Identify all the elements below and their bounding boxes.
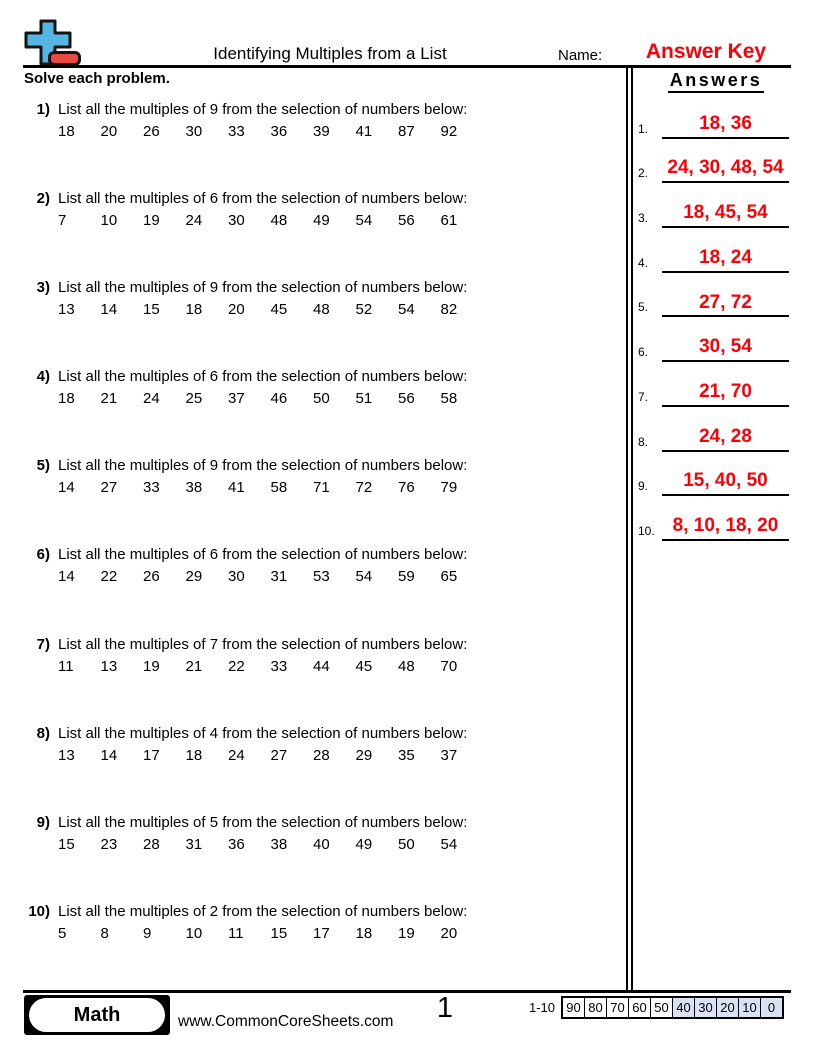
selection-number: 5 bbox=[58, 924, 67, 942]
selection-number: 38 bbox=[185, 479, 203, 497]
selection-number: 31 bbox=[270, 568, 288, 586]
selection-number: 7 bbox=[58, 212, 67, 230]
selection-number: 46 bbox=[270, 390, 288, 408]
selection-number: 29 bbox=[355, 746, 373, 764]
answer-value: 8, 10, 18, 20 bbox=[662, 516, 789, 541]
selection-number: 39 bbox=[313, 123, 330, 140]
selection-number: 36 bbox=[228, 835, 245, 853]
score-range-label: 1-10 bbox=[529, 1000, 556, 1015]
selection-number: 18 bbox=[58, 390, 75, 408]
problem-number: 3) bbox=[36, 279, 50, 297]
problem-item bbox=[22, 189, 622, 278]
selection-number: 20 bbox=[100, 123, 118, 140]
selection-number: 18 bbox=[185, 746, 203, 764]
answer-number: 5. bbox=[638, 300, 649, 315]
number-selection-row bbox=[58, 836, 622, 853]
selection-number: 30 bbox=[228, 212, 245, 230]
selection-number: 21 bbox=[100, 390, 118, 408]
score-cell: 30 bbox=[695, 998, 717, 1017]
answer-item bbox=[634, 317, 796, 362]
selection-number: 31 bbox=[185, 835, 203, 853]
selection-number: 54 bbox=[440, 835, 458, 853]
selection-number: 48 bbox=[313, 301, 330, 319]
selection-number: 29 bbox=[185, 568, 203, 586]
selection-number: 24 bbox=[185, 212, 203, 230]
answer-value: 18, 36 bbox=[662, 114, 789, 139]
answer-value: 24, 30, 48, 54 bbox=[662, 158, 789, 183]
number-selection-row bbox=[58, 301, 622, 318]
selection-number: 17 bbox=[313, 924, 330, 942]
problem-prompt: List all the multiples of 2 from the selection of numbers below: bbox=[58, 902, 468, 920]
selection-number: 19 bbox=[398, 924, 415, 942]
selection-number: 28 bbox=[313, 746, 330, 764]
selection-number: 10 bbox=[185, 924, 203, 942]
selection-number: 15 bbox=[143, 301, 160, 319]
number-selection-row bbox=[58, 479, 622, 496]
number-selection-row bbox=[58, 568, 622, 585]
selection-number: 25 bbox=[185, 390, 203, 408]
score-cell: 0 bbox=[761, 998, 782, 1017]
selection-number: 87 bbox=[398, 123, 415, 140]
selection-number: 14 bbox=[58, 568, 75, 586]
selection-number: 82 bbox=[440, 301, 458, 319]
selection-number: 17 bbox=[143, 746, 160, 764]
problem-number: 9) bbox=[36, 813, 50, 831]
problem-item bbox=[22, 724, 622, 813]
selection-number: 54 bbox=[398, 301, 415, 319]
number-selection-row bbox=[58, 390, 622, 407]
answer-item bbox=[634, 94, 796, 139]
problem-prompt: List all the multiples of 9 from the selection of numbers below: bbox=[58, 279, 468, 297]
selection-number: 18 bbox=[355, 924, 373, 942]
selection-number: 54 bbox=[355, 212, 373, 230]
selection-number: 24 bbox=[228, 746, 245, 764]
answer-item bbox=[634, 228, 796, 273]
selection-number: 51 bbox=[355, 390, 373, 408]
problem-prompt: List all the multiples of 7 from the selection of numbers below: bbox=[58, 635, 468, 653]
instructions: Solve each problem. bbox=[24, 70, 170, 87]
plus-minus-icon bbox=[22, 18, 82, 68]
answer-number: 2. bbox=[638, 166, 649, 181]
answers-column-divider bbox=[626, 67, 633, 990]
selection-number: 20 bbox=[440, 924, 458, 942]
selection-number: 48 bbox=[270, 212, 288, 230]
selection-number: 15 bbox=[58, 835, 75, 853]
selection-number: 13 bbox=[58, 301, 75, 319]
selection-number: 13 bbox=[58, 746, 75, 764]
selection-number: 11 bbox=[58, 657, 74, 675]
answer-item bbox=[634, 183, 796, 228]
selection-number: 33 bbox=[270, 657, 288, 675]
problem-prompt: List all the multiples of 6 from the selection of numbers below: bbox=[58, 546, 468, 564]
selection-number: 58 bbox=[440, 390, 458, 408]
problem-prompt: List all the multiples of 9 from the selection of numbers below: bbox=[58, 457, 468, 475]
selection-number: 20 bbox=[228, 301, 245, 319]
problem-prompt: List all the multiples of 6 from the selection of numbers below: bbox=[58, 190, 468, 208]
selection-number: 15 bbox=[270, 924, 288, 942]
selection-number: 40 bbox=[313, 835, 330, 853]
selection-number: 70 bbox=[440, 657, 458, 675]
selection-number: 26 bbox=[143, 568, 160, 586]
name-value-answer-key: Answer Key bbox=[645, 40, 767, 63]
problem-item bbox=[22, 545, 622, 634]
answer-number: 4. bbox=[638, 255, 649, 270]
footer-divider bbox=[23, 990, 791, 993]
answer-value: 18, 45, 54 bbox=[662, 203, 789, 228]
selection-number: 30 bbox=[228, 568, 245, 586]
selection-number: 56 bbox=[398, 390, 415, 408]
problem-number: 4) bbox=[36, 368, 50, 386]
answers-heading: Answers bbox=[633, 70, 799, 91]
problem-item bbox=[22, 813, 622, 902]
selection-number: 30 bbox=[185, 123, 203, 140]
selection-number: 50 bbox=[313, 390, 330, 408]
problem-number: 2) bbox=[36, 190, 50, 208]
problem-prompt: List all the multiples of 9 from the selection of numbers below: bbox=[58, 101, 468, 118]
problem-list bbox=[22, 100, 622, 991]
problem-prompt: List all the multiples of 6 from the selection of numbers below: bbox=[58, 368, 468, 386]
selection-number: 44 bbox=[313, 657, 330, 675]
selection-number: 33 bbox=[143, 479, 160, 497]
selection-number: 49 bbox=[313, 212, 330, 230]
answer-item bbox=[634, 362, 796, 407]
selection-number: 19 bbox=[143, 657, 160, 675]
score-cell: 50 bbox=[651, 998, 673, 1017]
selection-number: 48 bbox=[398, 657, 415, 675]
selection-number: 45 bbox=[270, 301, 288, 319]
selection-number: 41 bbox=[228, 479, 245, 497]
problem-item bbox=[22, 367, 622, 456]
number-selection-row bbox=[58, 212, 622, 229]
commoncoresheets-logo bbox=[22, 18, 82, 68]
selection-number: 23 bbox=[100, 835, 118, 853]
score-table bbox=[561, 996, 784, 1019]
answers-list bbox=[634, 94, 796, 541]
answer-number: 8. bbox=[638, 434, 649, 449]
problem-number: 7) bbox=[36, 635, 50, 653]
selection-number: 49 bbox=[355, 835, 373, 853]
selection-number: 76 bbox=[398, 479, 415, 497]
selection-number: 33 bbox=[228, 123, 245, 140]
page-number: 1 bbox=[436, 992, 454, 1024]
selection-number: 27 bbox=[270, 746, 288, 764]
problem-number: 6) bbox=[36, 546, 50, 564]
selection-number: 18 bbox=[185, 301, 203, 319]
problem-number: 8) bbox=[36, 724, 50, 742]
selection-number: 71 bbox=[313, 479, 330, 497]
problem-item bbox=[22, 278, 622, 367]
answer-item bbox=[634, 452, 796, 497]
selection-number: 9 bbox=[143, 924, 152, 942]
answer-value: 21, 70 bbox=[662, 382, 789, 407]
score-cell: 10 bbox=[739, 998, 761, 1017]
selection-number: 72 bbox=[355, 479, 373, 497]
problem-item bbox=[22, 456, 622, 545]
selection-number: 22 bbox=[100, 568, 118, 586]
answer-item bbox=[634, 139, 796, 184]
selection-number: 38 bbox=[270, 835, 288, 853]
selection-number: 65 bbox=[440, 568, 458, 586]
answer-number: 1. bbox=[638, 121, 649, 136]
selection-number: 35 bbox=[398, 746, 415, 764]
selection-number: 41 bbox=[355, 123, 373, 140]
selection-number: 19 bbox=[143, 212, 160, 230]
answer-number: 7. bbox=[638, 389, 649, 404]
selection-number: 14 bbox=[100, 746, 118, 764]
score-cell: 80 bbox=[585, 998, 607, 1017]
selection-number: 27 bbox=[100, 479, 118, 497]
answer-item bbox=[634, 273, 796, 318]
problem-item bbox=[22, 635, 622, 724]
score-cell: 90 bbox=[563, 998, 585, 1017]
selection-number: 24 bbox=[143, 390, 160, 408]
score-cell: 60 bbox=[629, 998, 651, 1017]
selection-number: 11 bbox=[228, 924, 244, 942]
selection-number: 21 bbox=[185, 657, 203, 675]
selection-number: 37 bbox=[440, 746, 458, 764]
score-cell: 40 bbox=[673, 998, 695, 1017]
selection-number: 54 bbox=[355, 568, 373, 586]
selection-number: 10 bbox=[100, 212, 118, 230]
number-selection-row bbox=[58, 658, 622, 675]
problem-prompt: List all the multiples of 5 from the selection of numbers below: bbox=[58, 813, 468, 831]
answer-number: 9. bbox=[638, 479, 649, 494]
selection-number: 50 bbox=[398, 835, 415, 853]
answer-value: 24, 28 bbox=[662, 427, 789, 452]
selection-number: 52 bbox=[355, 301, 373, 319]
selection-number: 14 bbox=[58, 479, 75, 497]
answer-value: 18, 24 bbox=[662, 248, 789, 273]
number-selection-row bbox=[58, 123, 622, 140]
selection-number: 53 bbox=[313, 568, 330, 586]
answer-item bbox=[634, 407, 796, 452]
selection-number: 14 bbox=[100, 301, 118, 319]
problem-item bbox=[22, 100, 622, 189]
page-title: Identifying Multiples from a List bbox=[213, 44, 447, 63]
selection-number: 18 bbox=[58, 123, 75, 140]
selection-number: 37 bbox=[228, 390, 245, 408]
problem-number: 1) bbox=[36, 101, 50, 118]
selection-number: 22 bbox=[228, 657, 245, 675]
number-selection-row bbox=[58, 925, 622, 942]
selection-number: 26 bbox=[143, 123, 160, 140]
problem-item bbox=[22, 902, 622, 991]
selection-number: 28 bbox=[143, 835, 160, 853]
answer-number: 6. bbox=[638, 345, 649, 360]
selection-number: 59 bbox=[398, 568, 415, 586]
problem-number: 10) bbox=[28, 902, 50, 920]
selection-number: 92 bbox=[440, 123, 458, 140]
problem-number: 5) bbox=[36, 457, 50, 475]
header-divider bbox=[23, 65, 791, 68]
answer-value: 15, 40, 50 bbox=[662, 471, 789, 496]
selection-number: 79 bbox=[440, 479, 458, 497]
selection-number: 61 bbox=[440, 212, 458, 230]
subject-label: Math bbox=[29, 998, 165, 1032]
score-cell: 70 bbox=[607, 998, 629, 1017]
problem-prompt: List all the multiples of 4 from the selection of numbers below: bbox=[58, 724, 468, 742]
website-url: www.CommonCoreSheets.com bbox=[178, 1013, 394, 1030]
answer-item bbox=[634, 496, 796, 541]
selection-number: 13 bbox=[100, 657, 118, 675]
answer-value: 27, 72 bbox=[662, 293, 789, 318]
selection-number: 58 bbox=[270, 479, 288, 497]
number-selection-row bbox=[58, 747, 622, 764]
answer-number: 3. bbox=[638, 211, 649, 226]
selection-number: 45 bbox=[355, 657, 373, 675]
subject-badge bbox=[24, 995, 170, 1035]
selection-number: 56 bbox=[398, 212, 415, 230]
selection-number: 8 bbox=[100, 924, 109, 942]
answer-number: 10. bbox=[638, 523, 655, 538]
selection-number: 36 bbox=[270, 123, 288, 140]
name-label: Name: bbox=[558, 47, 603, 64]
answer-value: 30, 54 bbox=[662, 337, 789, 362]
score-cell: 20 bbox=[717, 998, 739, 1017]
